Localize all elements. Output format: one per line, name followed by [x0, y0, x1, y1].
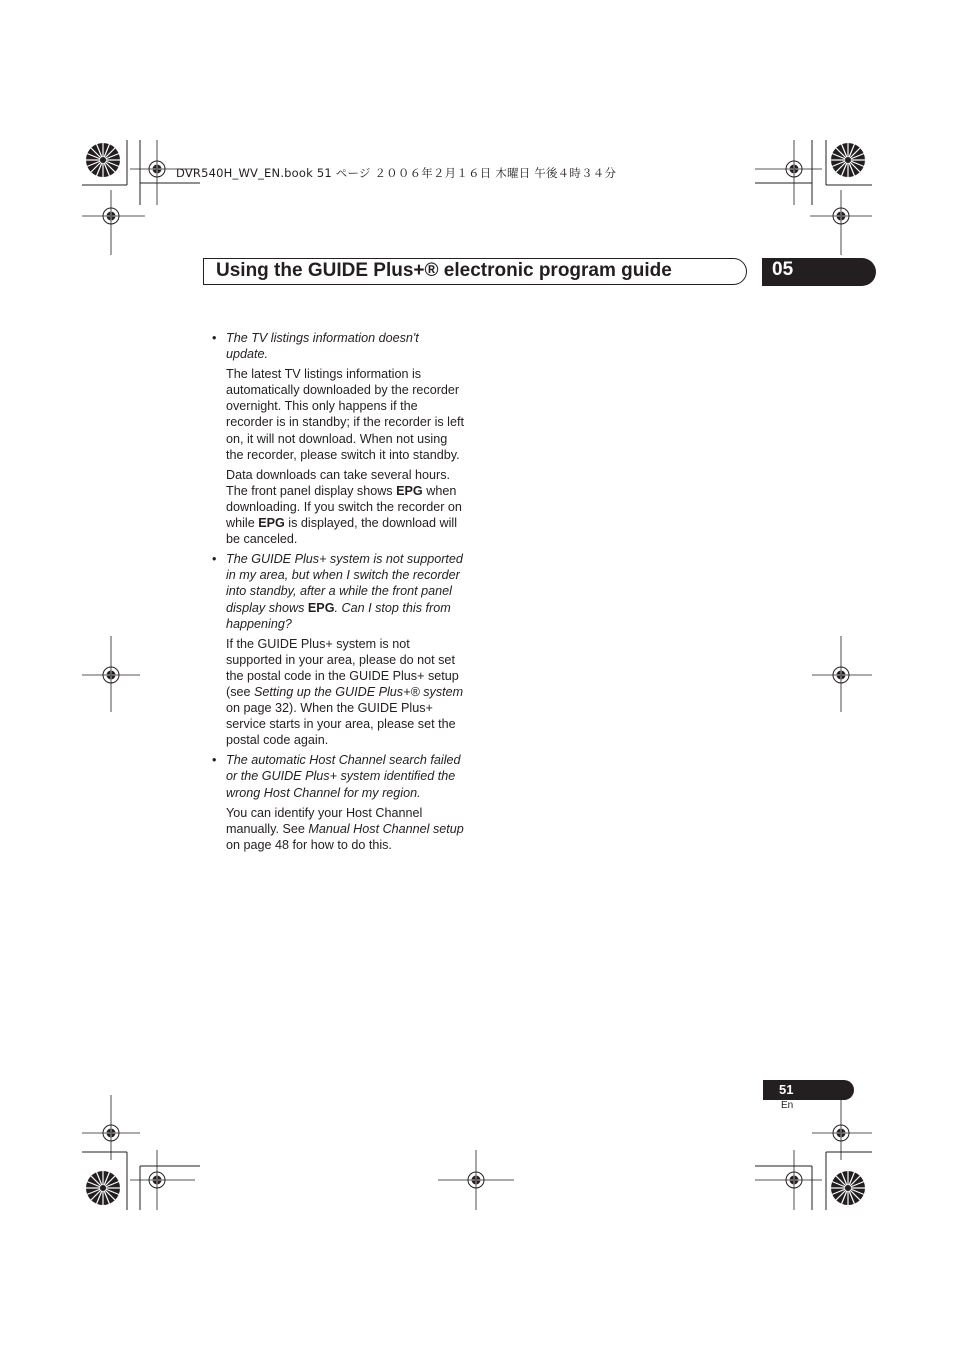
epg-indicator: EPG: [396, 483, 423, 498]
faq-question: [212, 752, 464, 800]
epg-indicator: EPG: [258, 516, 285, 531]
troubleshooting-content: [212, 330, 464, 857]
question-text: The automatic Host Channel search failed or the GUIDE Plus+ system identified the wrong Host Channel for my region.: [226, 753, 461, 800]
chapter-number: 05: [772, 259, 794, 280]
cross-reference: Manual Host Channel setup: [308, 821, 464, 836]
question-text: The TV listings information doesn't update.: [226, 331, 419, 362]
answer-paragraph: The latest TV listings information is automatically downloaded by the recorder overnight. This only happens if the recorder is in standby; if the recorder is left on, it will not download. When not using the recorder, please switch it into standby.: [226, 367, 464, 462]
epg-indicator: EPG: [307, 600, 335, 615]
faq-question: [212, 330, 464, 362]
page-title: Using the GUIDE Plus+® electronic program guide: [216, 260, 672, 281]
answer-paragraph: You can identify your Host Channel manually. See Manual Host Channel setup on page 48 for how to do this.: [226, 805, 464, 852]
question-text: The GUIDE Plus+ system is not supported in my area, but when I switch the recorder into standby, after a while the front panel display shows EPG. Can I stop this from happening?: [226, 552, 463, 631]
starburst-icon: [86, 143, 120, 177]
page-number: 51: [779, 1082, 794, 1097]
cross-reference: Setting up the GUIDE Plus+® system: [254, 684, 464, 699]
starburst-icon: [831, 1171, 865, 1205]
bullet-icon: •: [212, 753, 217, 768]
page-number-tab: [763, 1080, 854, 1100]
chapter-tab: [762, 258, 876, 286]
starburst-icon: [831, 143, 865, 177]
chapter-title-box: [203, 258, 747, 285]
faq-question: [212, 551, 464, 631]
language-label: En: [781, 1100, 794, 1111]
bullet-icon: •: [212, 331, 217, 345]
answer-paragraph: If the GUIDE Plus+ system is not supported in your area, please do not set the postal code in the GUIDE Plus+ setup (see Setting up the GUIDE Plus+® system on page 32). When the GUIDE Plus+ service starts in your area, please set the postal code again.: [226, 636, 464, 748]
answer-paragraph: Data downloads can take several hours. The front panel display shows EPG when downloading. If you switch the recorder on while EPG is displayed, the download will be canceled.: [226, 467, 462, 547]
print-file-info: DVR540H_WV_EN.book 51 ページ ２００６年２月１６日 木曜日 午後４時３４分: [176, 166, 617, 180]
bullet-icon: •: [212, 552, 217, 567]
starburst-icon: [86, 1171, 120, 1205]
